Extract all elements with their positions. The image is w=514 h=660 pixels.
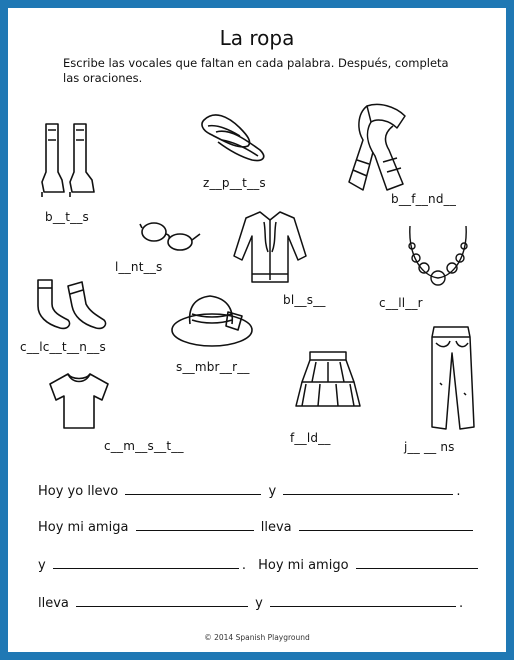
word-lentes: l__nt__s	[115, 260, 163, 274]
skirt-icon	[294, 348, 362, 410]
sentence-1-blank-1[interactable]	[125, 482, 261, 495]
word-camiseta: c__m__s__t__	[104, 439, 184, 453]
necklace-icon	[404, 222, 472, 288]
shoes-icon	[198, 106, 270, 164]
word-collar: c__ll__r	[379, 296, 423, 310]
boots-icon	[38, 120, 100, 198]
sentence-1	[38, 482, 460, 499]
sentence-3-start: y	[38, 558, 46, 573]
sentence-3-mid: Hoy mi amigo	[258, 558, 349, 573]
sentence-3-blank-2[interactable]	[356, 556, 478, 569]
jeans-icon	[424, 323, 480, 433]
sentence-3-dot: .	[241, 558, 246, 573]
sentence-2-start: Hoy mi amiga	[38, 520, 129, 535]
sentence-4-mid: y	[255, 596, 263, 611]
sentence-2-mid: lleva	[260, 520, 292, 535]
sentence-4-end: .	[459, 596, 464, 611]
tshirt-icon	[46, 370, 112, 432]
sentence-4-blank-1[interactable]	[76, 594, 248, 607]
word-falda: f__ld__	[290, 431, 331, 445]
sentence-1-mid: y	[268, 484, 277, 499]
sentence-3	[38, 556, 481, 573]
word-jeans: j__ __ ns	[404, 440, 455, 454]
sentence-1-start: Hoy yo llevo	[38, 484, 119, 499]
sentence-3-blank-1[interactable]	[53, 556, 239, 569]
sentence-4	[38, 594, 463, 611]
instructions: Escribe las vocales que faltan en cada palabra. Después, completa las oraciones.	[63, 56, 449, 85]
sentence-4-start: lleva	[38, 596, 69, 611]
word-calcetines: c__lc__t__n__s	[20, 340, 106, 354]
blouse-icon	[230, 208, 310, 290]
sentence-1-end: .	[456, 484, 461, 499]
word-botas: b__t__s	[45, 210, 89, 224]
sentence-1-blank-2[interactable]	[283, 482, 453, 495]
word-bufanda: b__f__nd__	[391, 192, 457, 206]
sentence-4-blank-2[interactable]	[270, 594, 456, 607]
copyright-footer: © 2014 Spanish Playground	[204, 633, 310, 642]
word-zapatos: z__p__t__s	[203, 176, 266, 190]
socks-icon	[32, 276, 110, 332]
sunglasses-icon	[138, 218, 202, 252]
page-title: La ropa	[219, 26, 295, 50]
sentence-2-blank-2[interactable]	[299, 518, 473, 531]
word-blusa: bl__s__	[283, 293, 326, 307]
worksheet	[8, 8, 506, 652]
sentence-2	[38, 518, 476, 535]
word-sombrero: s__mbr__r__	[176, 360, 250, 374]
scarf-icon	[343, 100, 415, 198]
hat-icon	[168, 290, 258, 350]
sentence-2-blank-1[interactable]	[136, 518, 254, 531]
